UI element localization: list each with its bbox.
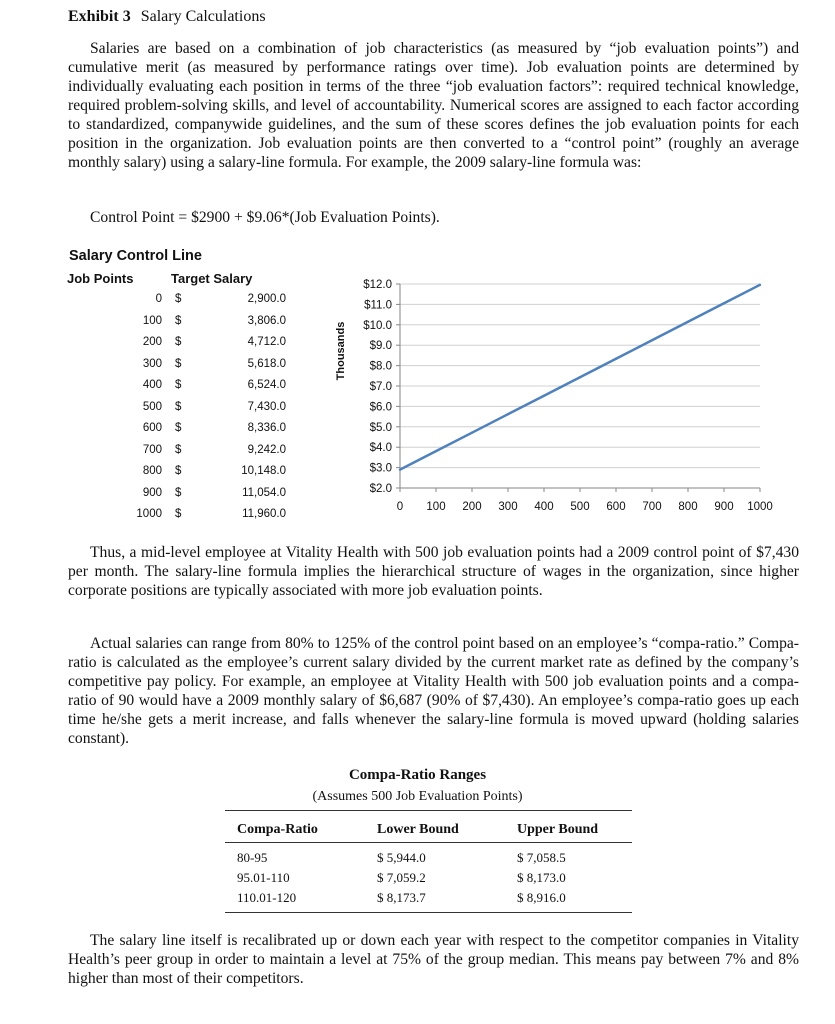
compa-ratio-value: 80-95 xyxy=(237,850,268,865)
y-tick-label: $7.0 xyxy=(369,381,392,393)
dollar-sign: $ xyxy=(175,508,182,520)
x-tick-label: 1000 xyxy=(747,501,773,513)
dollar-sign: $ xyxy=(175,357,182,370)
data-point xyxy=(399,468,401,470)
target-salary-value: 7,430.0 xyxy=(247,400,286,413)
paragraph-2: Thus, a mid-level employee at Vitality Health with 500 job evaluation points had a 2009 control point of $7,430 per month. The salary-line formula implies the hierarchical structure of wages in the organization, since higher corporate positions are typically associated with more job evaluation points. xyxy=(68,544,799,599)
data-point xyxy=(723,302,725,304)
y-tick-label: $4.0 xyxy=(369,442,392,455)
y-tick-label: $3.0 xyxy=(369,462,392,475)
job-points-value: 300 xyxy=(142,357,162,370)
header-upper-bound: Upper Bound xyxy=(517,822,599,837)
x-tick-label: 900 xyxy=(714,501,734,513)
upper-bound-value: $ 8,173.0 xyxy=(517,870,566,885)
x-tick-label: 0 xyxy=(396,501,404,513)
salary-row xyxy=(100,336,300,354)
paragraph-3: Actual salaries can range from 80% to 125% of the control point based on an employee’s “compa-ratio.” Compa-ratio is calculated as the employee’s current salary divided by the current market rate as defined by the company’s competitive pay policy. For example, an employee at Vitality Health with 500 job evaluation points and a compa-ratio of 90 would have a 2009 monthly salary of $6,687 (90% of $7,430). An employee’s compa-ratio goes up each time he/she gets a merit increase, and falls whenever the salary-line formula is moved upward (holding salaries constant). xyxy=(68,635,799,747)
salary-control-title: Salary Control Line xyxy=(69,248,202,264)
header-lower-bound: Lower Bound xyxy=(377,822,459,837)
y-tick-label: $8.0 xyxy=(369,360,392,373)
data-point xyxy=(507,413,509,415)
paragraph-1: Salaries are based on a combination of job characteristics (as measured by “job evaluation points”) and cumulative merit (as measured by performance ratings over time). Job evaluation points are determined by individually evaluating each position in terms of the three “job evaluation factors”: required technical knowledge, required problem-solving skills, and level of accountability. Numerical scores are assigned to each factor according to standardized, companywide guidelines, and the sum of these scores defines the job evaluation points for each position in the organization. Job evaluation points are then converted to a “control point” (roughly an average monthly salary) using a salary-line formula. For example, the 2009 salary-line formula was: xyxy=(68,40,799,171)
target-salary-value: 8,336.0 xyxy=(247,422,286,434)
job-points-value: 100 xyxy=(142,314,162,327)
dollar-sign: $ xyxy=(175,422,182,434)
dollar-sign: $ xyxy=(175,336,182,348)
col-header-job-points: Job Points xyxy=(67,271,134,286)
x-tick-label: 200 xyxy=(462,501,482,513)
target-salary-value: 9,242.0 xyxy=(247,443,286,456)
target-salary-value: 3,806.0 xyxy=(247,314,286,327)
target-salary-value: 6,524.0 xyxy=(247,379,286,391)
x-tick-label: 800 xyxy=(678,501,698,513)
lower-bound-value: $ 5,944.0 xyxy=(377,850,426,865)
data-point xyxy=(651,339,653,341)
y-tick-label: $6.0 xyxy=(369,401,392,414)
job-points-value: 700 xyxy=(142,443,162,456)
salary-row xyxy=(100,293,300,311)
target-salary-value: 11,054.0 xyxy=(242,486,286,499)
salary-row xyxy=(100,315,300,333)
compa-ratio-subtitle: (Assumes 500 Job Evaluation Points) xyxy=(312,789,523,804)
data-point xyxy=(471,431,473,433)
data-point xyxy=(759,284,761,286)
data-point xyxy=(579,376,581,378)
lower-bound-value: $ 7,059.2 xyxy=(377,870,426,885)
job-points-value: 900 xyxy=(142,486,162,499)
x-tick-label: 300 xyxy=(498,501,518,513)
y-tick-label: $5.0 xyxy=(369,421,392,434)
job-points-value: 200 xyxy=(142,336,162,348)
lower-bound-value: $ 8,173.7 xyxy=(377,890,426,905)
target-salary-value: 11,960.0 xyxy=(242,508,286,520)
dollar-sign: $ xyxy=(175,443,182,456)
data-point xyxy=(543,395,545,397)
exhibit-label: Exhibit 3 xyxy=(68,8,131,25)
salary-row xyxy=(100,358,300,376)
dollar-sign: $ xyxy=(175,379,182,391)
compa-ratio-title: Compa-Ratio Ranges xyxy=(348,767,487,783)
target-salary-value: 5,618.0 xyxy=(247,357,286,370)
salary-row xyxy=(100,487,300,505)
job-points-value: 800 xyxy=(142,465,162,477)
data-point xyxy=(615,358,617,360)
y-tick-label: $10.0 xyxy=(363,319,392,332)
salary-row xyxy=(100,379,300,397)
y-tick-label: $2.0 xyxy=(369,483,392,495)
salary-row xyxy=(100,401,300,419)
col-header-target-salary: Target Salary xyxy=(171,271,253,286)
salary-row xyxy=(100,444,300,462)
upper-bound-value: $ 8,916.0 xyxy=(517,890,566,905)
dollar-sign: $ xyxy=(175,486,182,499)
salary-row xyxy=(100,422,300,440)
table-top-rule xyxy=(225,810,632,811)
salary-row xyxy=(100,465,300,483)
y-tick-label: $9.0 xyxy=(369,340,392,353)
dollar-sign: $ xyxy=(175,400,182,413)
job-points-value: 0 xyxy=(155,293,162,305)
compa-ratio-value: 110.01-120 xyxy=(237,890,297,905)
salary-line-chart xyxy=(300,268,780,518)
dollar-sign: $ xyxy=(175,293,182,305)
header-compa-ratio: Compa-Ratio xyxy=(237,822,318,837)
exhibit-heading xyxy=(68,8,266,26)
job-points-value: 400 xyxy=(142,379,162,391)
header-rule xyxy=(225,842,632,843)
y-tick-label: $12.0 xyxy=(363,279,392,291)
job-points-value: 1000 xyxy=(136,508,162,520)
salary-formula: Control Point = $2900 + $9.06*(Job Evaluation Points). xyxy=(90,209,440,226)
y-tick-label: $11.0 xyxy=(364,299,392,312)
x-tick-label: 400 xyxy=(534,501,554,513)
data-point xyxy=(435,450,437,452)
y-axis-title: Thousands xyxy=(335,321,347,381)
x-tick-label: 600 xyxy=(606,501,626,513)
target-salary-value: 10,148.0 xyxy=(241,465,286,477)
x-tick-label: 700 xyxy=(642,501,662,513)
paragraph-4: The salary line itself is recalibrated up or down each year with respect to the competitor companies in Vitality Health’s peer group in order to maintain a level at 75% of the group median. This means pay between 7% and 8% higher than most of their competitors. xyxy=(68,932,799,987)
x-tick-label: 500 xyxy=(570,501,590,513)
x-tick-label: 100 xyxy=(426,501,446,513)
dollar-sign: $ xyxy=(175,465,182,477)
compa-ratio-value: 95.01-110 xyxy=(237,870,290,885)
job-points-value: 600 xyxy=(142,422,162,434)
target-salary-value: 4,712.0 xyxy=(247,336,286,348)
job-points-value: 500 xyxy=(142,400,162,413)
dollar-sign: $ xyxy=(175,314,182,327)
salary-row xyxy=(100,508,300,526)
table-bottom-rule xyxy=(225,912,632,913)
upper-bound-value: $ 7,058.5 xyxy=(517,850,566,865)
target-salary-value: 2,900.0 xyxy=(247,293,286,305)
data-point xyxy=(687,321,689,323)
exhibit-title: Salary Calculations xyxy=(140,8,266,25)
